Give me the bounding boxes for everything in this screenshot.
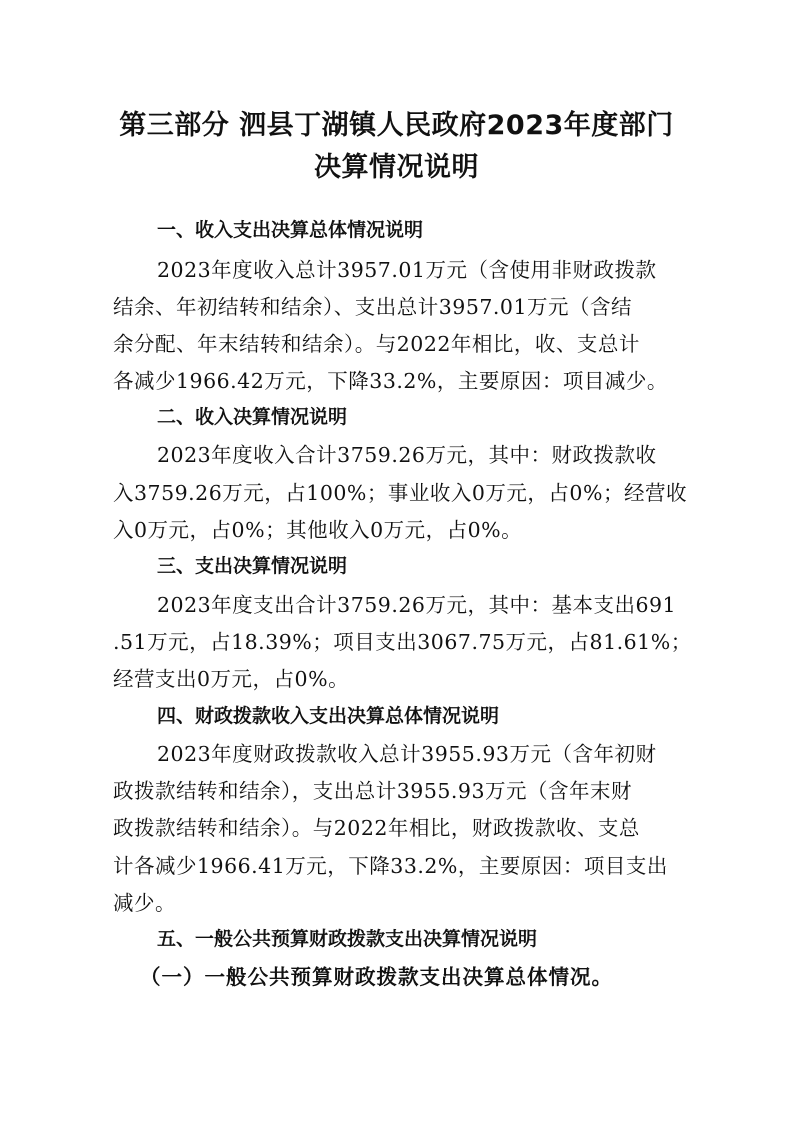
paragraph-line: 政拨款结转和结余）。与2022年相比，财政拨款收、支总 — [113, 816, 640, 840]
section-heading-5: 五、一般公共预算财政拨款支出决算情况说明 — [157, 928, 538, 950]
paragraph-line: 各减少1966.42万元，下降33.2%，主要原因：项目减少。 — [113, 369, 668, 393]
paragraph-line: 政拨款结转和结余），支出总计3955.93万元（含年末财 — [113, 779, 633, 803]
section-heading-1: 一、收入支出决算总体情况说明 — [157, 219, 424, 241]
paragraph-line: 计各减少1966.41万元，下降33.2%，主要原因：项目支出 — [113, 854, 668, 878]
document-title-line-2: 决算情况说明 — [314, 152, 479, 183]
paragraph-line: 入0万元，占0%；其他收入0万元，占0%。 — [113, 518, 523, 542]
section-heading-2: 二、收入决算情况说明 — [157, 406, 348, 428]
paragraph-line: 2023年度收入总计3957.01万元（含使用非财政拨款 — [157, 258, 657, 282]
paragraph-line: 结余、年初结转和结余）、支出总计3957.01万元（含结 — [113, 295, 633, 319]
document-title-line-1: 第三部分 泗县丁湖镇人民政府2023年度部门 — [119, 110, 674, 141]
paragraph-line: 余分配、年末结转和结余）。与2022年相比，收、支总计 — [113, 332, 640, 356]
paragraph-line: 经营支出0万元，占0%。 — [113, 667, 350, 691]
paragraph-line: .51万元，占18.39%；项目支出3067.75万元，占81.61%； — [113, 630, 692, 654]
paragraph-line: 2023年度财政拨款收入总计3955.93万元（含年初财 — [157, 742, 657, 766]
paragraph-line: 减少。 — [113, 891, 176, 915]
paragraph-line: 2023年度支出合计3759.26万元，其中：基本支出691 — [157, 593, 677, 617]
section-heading-4: 四、财政拨款收入支出决算总体情况说明 — [157, 705, 500, 727]
subsection-heading: （一）一般公共预算财政拨款支出决算总体情况。 — [140, 965, 613, 989]
paragraph-line: 入3759.26万元，占100%；事业收入0万元，占0%；经营收 — [113, 481, 687, 505]
section-heading-3: 三、支出决算情况说明 — [157, 555, 348, 577]
paragraph-line: 2023年度收入合计3759.26万元，其中：财政拨款收 — [157, 443, 657, 467]
